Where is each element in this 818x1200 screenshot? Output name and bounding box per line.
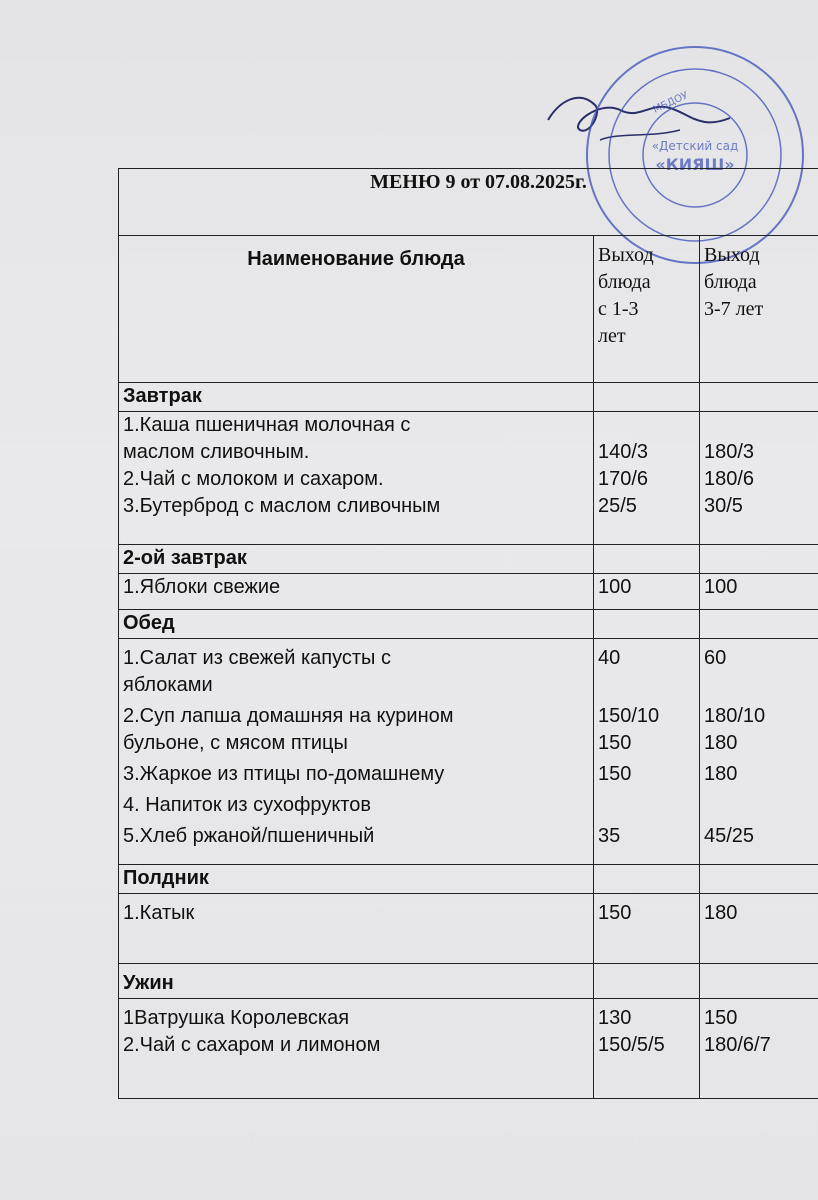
dish-line: 5.Хлеб ржаной/пшеничный (123, 825, 375, 847)
output-value: 180/10 (704, 705, 766, 727)
output-value: 140/3 (598, 441, 649, 463)
dish-line: 1.Каша пшеничная молочная с (123, 414, 411, 436)
section-title: Полдник (119, 865, 594, 894)
header-dish-name: Наименование блюда (119, 236, 594, 383)
section-title: Завтрак (119, 383, 594, 412)
output-value: 130 (598, 1007, 632, 1029)
section-row-second-breakfast (119, 545, 818, 574)
dish-list (119, 412, 594, 545)
svg-text:МБДОУ: МБДОУ (651, 90, 690, 116)
dish-line: бульоне, с мясом птицы (123, 732, 348, 754)
output-value: 150 (598, 902, 632, 924)
output-value: 180/6/7 (704, 1034, 771, 1056)
dish-line: яблоками (123, 674, 213, 696)
signature-image (540, 80, 740, 160)
output-3-7 (700, 894, 818, 964)
output-1-3 (594, 412, 700, 545)
output-value: 180/3 (704, 441, 755, 463)
output-value: 180 (704, 902, 738, 924)
output-value: 25/5 (598, 495, 637, 517)
output-3-7 (700, 412, 818, 545)
header-row (119, 236, 818, 383)
menu-table (118, 168, 818, 1099)
header-output-1-3-line: блюда (598, 271, 651, 293)
header-output-1-3-line: Выход (598, 244, 654, 266)
dish-line: 1.Салат из свежей капусты с (123, 647, 391, 669)
output-value: 100 (704, 576, 738, 598)
dish-list (119, 639, 594, 865)
output-value: 30/5 (704, 495, 743, 517)
menu-title-row (119, 169, 818, 236)
dish-line: 3.Бутерброд с маслом сливочным (123, 495, 441, 517)
meal-row-snack (119, 894, 818, 964)
output-1-3 (594, 999, 700, 1099)
output-value: 100 (598, 576, 632, 598)
header-output-1-3-line: лет (598, 325, 626, 347)
output-1-3 (594, 574, 700, 610)
dish-line: 1.Яблоки свежие (123, 576, 281, 598)
meal-row-breakfast (119, 412, 818, 545)
section-row-snack (119, 865, 818, 894)
output-3-7 (700, 574, 818, 610)
output-value: 150/5/5 (598, 1034, 665, 1056)
output-value: 180 (704, 732, 738, 754)
meal-row-dinner (119, 999, 818, 1099)
output-3-7 (700, 999, 818, 1099)
output-1-3 (594, 639, 700, 865)
section-row-breakfast (119, 383, 818, 412)
header-output-3-7 (700, 236, 818, 383)
dish-list (119, 894, 594, 964)
output-value: 35 (598, 825, 621, 847)
output-value: 150/10 (598, 705, 660, 727)
section-row-dinner (119, 964, 818, 999)
output-value: 45/25 (704, 825, 755, 847)
meal-row-lunch (119, 639, 818, 865)
section-row-lunch (119, 610, 818, 639)
output-value: 180 (704, 763, 738, 785)
output-1-3 (594, 894, 700, 964)
section-title: Ужин (119, 964, 594, 999)
header-output-1-3-line: с 1-3 (598, 298, 639, 320)
header-output-3-7-line: 3-7 лет (704, 298, 764, 320)
output-value: 40 (598, 647, 621, 669)
dish-line: 2.Чай с молоком и сахаром. (123, 468, 384, 490)
dish-list (119, 574, 594, 610)
header-output-1-3 (594, 236, 700, 383)
dish-line: 1.Катык (123, 902, 195, 924)
dish-line: 3.Жаркое из птицы по-домашнему (123, 763, 445, 785)
dish-line: 2.Суп лапша домашняя на курином (123, 705, 454, 727)
output-value: 180/6 (704, 468, 755, 490)
output-value: 60 (704, 647, 727, 669)
section-title: Обед (119, 610, 594, 639)
header-output-3-7-line: блюда (704, 271, 757, 293)
output-value: 170/6 (598, 468, 649, 490)
output-3-7 (700, 639, 818, 865)
menu-title: МЕНЮ 9 от 07.08.2025г. (119, 169, 818, 236)
svg-text:«КИЯШ»: «КИЯШ» (655, 155, 735, 174)
section-title: 2-ой завтрак (119, 545, 594, 574)
dish-line: 1Ватрушка Королевская (123, 1007, 350, 1029)
svg-text:«Детский сад: «Детский сад (651, 139, 739, 153)
dish-line: 4. Напиток из сухофруктов (123, 794, 371, 816)
output-value: 150 (704, 1007, 738, 1029)
output-value: 150 (598, 763, 632, 785)
dish-list (119, 999, 594, 1099)
output-value: 150 (598, 732, 632, 754)
meal-row-second-breakfast (119, 574, 818, 610)
header-output-3-7-line: Выход (704, 244, 760, 266)
dish-line: маслом сливочным. (123, 441, 310, 463)
dish-line: 2.Чай с сахаром и лимоном (123, 1034, 381, 1056)
